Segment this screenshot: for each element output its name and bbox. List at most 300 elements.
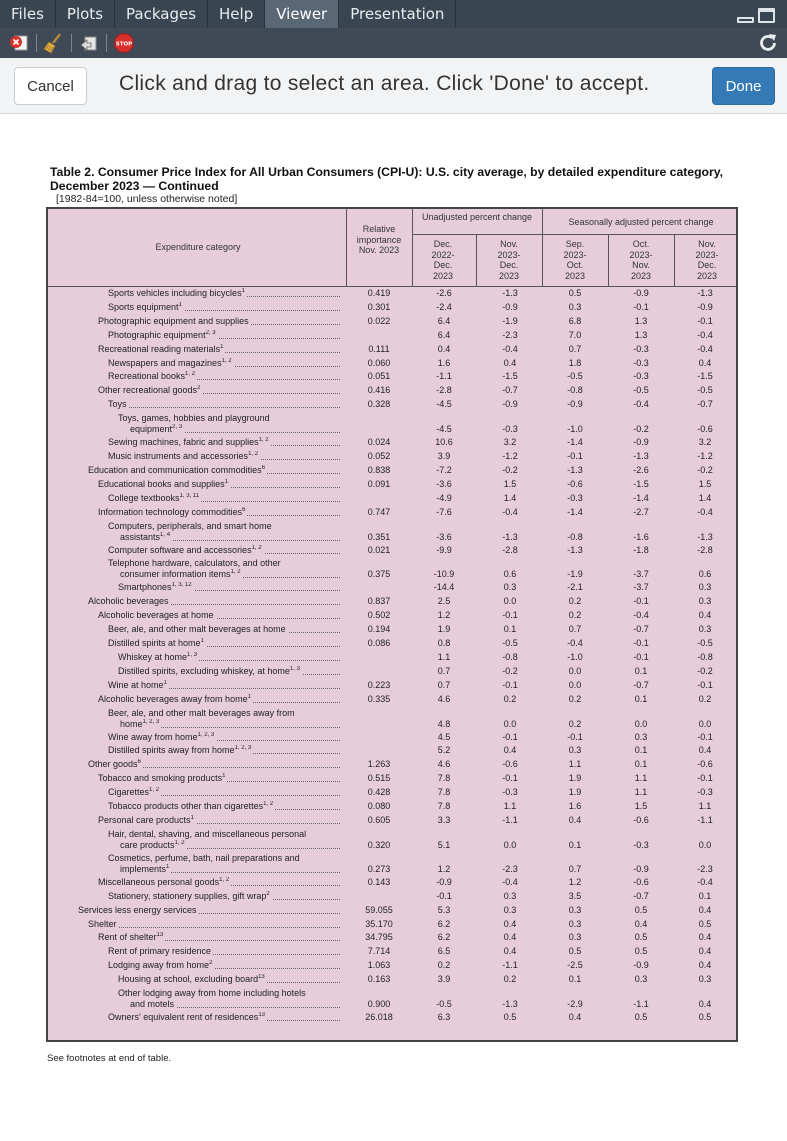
relative-importance: 0.273 [367,863,391,874]
percent-change-cell: 1.2 [568,876,582,887]
percent-change-cell: -0.2 [633,424,649,435]
percent-change-cell: 0.1 [698,890,712,901]
percent-change-cell: 7.8 [437,801,451,811]
row-label: Smartphones$^{1, 3, 12}$ [118,582,340,592]
percent-change-cell: -0.6 [633,814,649,825]
percent-change-cell: 1.1 [698,801,712,811]
percent-change-cell: -0.9 [502,301,518,312]
row-label: Tobacco and smoking products$^1$ [98,773,340,783]
percent-change-cell: 0.4 [698,932,712,943]
table-row [48,745,736,759]
percent-change-cell: 0.3 [634,731,648,742]
percent-change-cell: -2.8 [697,544,713,555]
toolbar-separator [71,34,72,52]
percent-change-cell: 1.4 [698,492,712,503]
row-label: Education and communication commodities$^6$ [88,465,340,475]
percent-change-cell: 0.3 [503,890,517,901]
percent-change-cell: -1.1 [633,999,649,1009]
relative-importance: 0.605 [367,814,391,825]
percent-change-cell: -7.2 [436,464,452,475]
percent-change-cell: 0.5 [503,1012,517,1022]
percent-change-cell: 0.4 [698,960,712,971]
percent-change-cell: -0.4 [567,638,583,648]
relative-importance: 0.837 [367,596,391,607]
percent-change-cell: 0.7 [568,863,582,874]
percent-change-cell: -0.4 [697,329,713,340]
percent-change-cell: 7.8 [437,787,451,798]
row-label: Wine at home$^1$ [108,680,340,690]
percent-change-cell: -1.5 [502,371,518,382]
percent-change-cell: 0.4 [568,814,582,825]
row-label: Alcoholic beverages [88,596,340,606]
percent-change-cell: 1.9 [437,624,451,635]
percent-change-cell: -0.1 [633,651,649,662]
relative-importance: 1.063 [367,960,391,971]
percent-change-cell: -1.3 [502,288,518,298]
percent-change-cell: 0.0 [503,839,517,850]
percent-change-cell: -1.9 [567,569,583,580]
export-icon[interactable] [78,32,100,54]
table-row [48,960,736,974]
relative-importance: 0.328 [367,399,391,410]
table-row [48,479,736,493]
percent-change-cell: 0.5 [698,918,712,929]
percent-change-cell: 6.4 [437,315,451,326]
header-col4: Oct. 2023- Nov. 2023 [629,239,653,281]
percent-change-cell: 0.4 [503,745,517,756]
table-row [48,1012,736,1026]
percent-change-cell: 4.8 [437,718,451,729]
percent-change-cell: -0.1 [697,773,713,784]
percent-change-cell: -0.2 [697,464,713,475]
table-row [48,507,736,521]
percent-change-cell: 0.4 [698,946,712,957]
percent-change-cell: -0.9 [697,301,713,312]
percent-change-cell: -0.1 [697,315,713,326]
percent-change-cell: -2.6 [436,288,452,298]
percent-change-cell: 1.1 [634,773,648,784]
percent-change-cell: 0.2 [568,718,582,729]
table-row [48,829,736,853]
row-label: College textbooks$^{1, 3, 11}$ [108,493,340,503]
table-row [48,919,736,933]
percent-change-cell: -0.5 [697,638,713,648]
relative-importance: 1.263 [367,759,391,770]
table-row [48,358,736,372]
percent-change-cell: -0.1 [633,596,649,607]
tab-files[interactable]: Files [0,0,56,28]
row-label: Newspapers and magazines$^{1, 2}$ [108,358,340,368]
percent-change-cell: 0.1 [634,693,648,704]
percent-change-cell: -0.5 [697,385,713,396]
table-row [48,465,736,479]
header-seasonal: Seasonally adjusted percent change [568,217,714,227]
relative-importance: 34.795 [365,932,393,943]
table-row [48,680,736,694]
percent-change-cell: 0.5 [634,946,648,957]
percent-change-cell: 0.0 [698,839,712,850]
percent-change-cell: 0.2 [437,960,451,971]
percent-change-cell: 1.9 [568,787,582,798]
table-row [48,666,736,680]
percent-change-cell: 5.1 [437,839,451,850]
table-row [48,759,736,773]
toolbar-separator [106,34,107,52]
viewer-content[interactable] [0,115,787,1141]
percent-change-cell: 0.0 [698,718,712,729]
row-label: Computer software and accessories$^{1, 2}$ [108,545,340,555]
table-row [48,694,736,708]
percent-change-cell: -1.4 [567,506,583,517]
percent-change-cell: -0.3 [633,343,649,354]
row-label: home$^{1, 2, 3}$ [120,719,340,729]
percent-change-cell: -1.3 [697,288,713,298]
percent-change-cell: 0.0 [568,679,582,690]
percent-change-cell: 0.1 [634,665,648,676]
toolbar-separator [36,34,37,52]
relative-importance: 7.714 [367,946,391,957]
percent-change-cell: -2.9 [567,999,583,1009]
relative-importance: 0.194 [367,624,391,635]
percent-change-cell: 5.2 [437,745,451,756]
percent-change-cell: -0.3 [633,371,649,382]
row-label: Computers, peripherals, and smart home [108,520,272,531]
percent-change-cell: 1.1 [437,651,451,662]
percent-change-cell: 0.1 [568,839,582,850]
percent-change-cell: -0.1 [502,731,518,742]
percent-change-cell: -0.5 [633,385,649,396]
table-row [48,773,736,787]
percent-change-cell: -1.2 [697,451,713,461]
header-col5: Nov. 2023- Dec. 2023 [695,239,719,281]
relative-importance: 0.223 [367,679,391,690]
relative-importance: 0.080 [367,801,391,811]
percent-change-cell: -0.4 [502,343,518,354]
percent-change-cell: -0.4 [633,610,649,621]
percent-change-cell: 0.3 [568,904,582,915]
percent-change-cell: -0.6 [633,876,649,887]
percent-change-cell: 0.2 [568,610,582,621]
percent-change-cell: 0.0 [503,718,517,729]
percent-change-cell: -0.1 [567,451,583,461]
percent-change-cell: 0.3 [503,904,517,915]
percent-change-cell: -0.6 [697,424,713,435]
row-label: Photographic equipment$^{2, 3}$ [108,330,340,340]
percent-change-cell: -1.3 [633,451,649,461]
header-relative: Relative importance Nov. 2023 [356,224,402,255]
percent-change-cell: -0.1 [567,731,583,742]
percent-change-cell: 3.5 [568,890,582,901]
percent-change-cell: -2.8 [502,544,518,555]
done-button[interactable]: Done [712,67,775,105]
row-label: Miscellaneous personal goods$^{1, 2}$ [98,877,340,887]
row-label: Rent of primary residence [108,946,340,956]
table-row [48,891,736,905]
relative-importance: 59.055 [365,904,393,915]
row-label: Other goods$^6$ [88,759,340,769]
percent-change-cell: 0.4 [503,357,517,368]
percent-change-cell: -1.1 [502,960,518,971]
percent-change-cell: -0.9 [633,437,649,448]
percent-change-cell: 0.4 [437,343,451,354]
tab-viewer[interactable]: Viewer [265,0,339,28]
row-label: Toys, games, hobbies and playground [118,413,270,424]
relative-importance: 0.502 [367,610,391,621]
table-row [48,493,736,507]
percent-change-cell: -0.7 [697,399,713,410]
percent-change-cell: -3.7 [633,569,649,580]
relative-importance: 0.111 [368,343,390,354]
percent-change-cell: 3.3 [437,814,451,825]
row-label: assistants$^{1, 4}$ [120,532,340,542]
relative-importance: 35.170 [365,918,393,929]
percent-change-cell: 0.4 [503,946,517,957]
row-label: Wine away from home$^{1, 2, 3}$ [108,732,340,742]
percent-change-cell: 0.4 [698,745,712,756]
header-col2: Nov. 2023- Dec. 2023 [497,239,521,281]
row-label: Sewing machines, fabric and supplies$^{1, 2}$ [108,437,340,447]
percent-change-cell: 6.8 [568,315,582,326]
table-row [48,801,736,815]
percent-change-cell: 0.2 [698,693,712,704]
broom-icon[interactable] [43,32,65,54]
percent-change-cell: -0.9 [633,288,649,298]
percent-change-cell: -0.3 [502,424,518,435]
percent-change-cell: -2.4 [436,301,452,312]
relative-importance: 0.021 [367,544,391,555]
percent-change-cell: 1.4 [503,492,517,503]
percent-change-cell: 0.5 [634,932,648,943]
refresh-icon[interactable] [757,32,779,54]
percent-change-cell: -4.5 [436,424,452,435]
percent-change-cell: 0.2 [568,693,582,704]
percent-change-cell: 1.3 [634,315,648,326]
percent-change-cell: -0.1 [502,610,518,621]
percent-change-cell: 6.4 [437,329,451,340]
percent-change-cell: -0.7 [633,679,649,690]
percent-change-cell: 4.6 [437,759,451,770]
row-label: Telephone hardware, calculators, and other [108,558,281,569]
relative-importance: 0.163 [367,974,391,985]
row-label: Information technology commodities$^6$ [98,507,340,517]
percent-change-cell: -2.8 [436,385,452,396]
percent-change-cell: -1.1 [436,371,452,382]
percent-change-cell: -2.6 [633,464,649,475]
percent-change-cell: -0.4 [697,343,713,354]
percent-change-cell: -2.7 [633,506,649,517]
table-row [48,413,736,437]
percent-change-cell: -0.7 [633,890,649,901]
percent-change-cell: -1.2 [502,451,518,461]
relative-importance: 0.416 [367,385,391,396]
percent-change-cell: 1.6 [568,801,582,811]
percent-change-cell: 4.5 [437,731,451,742]
percent-change-cell: -3.6 [436,531,452,542]
table-row [48,638,736,652]
relative-importance: 0.515 [367,773,391,784]
percent-change-cell: 0.3 [698,974,712,985]
percent-change-cell: 3.9 [437,974,451,985]
percent-change-cell: -9.9 [436,544,452,555]
relative-importance: 0.024 [367,437,391,448]
percent-change-cell: -0.5 [502,638,518,648]
relative-importance: 0.051 [367,371,391,382]
percent-change-cell: 0.4 [503,932,517,943]
percent-change-cell: 1.2 [437,610,451,621]
relative-importance: 0.351 [367,531,391,542]
percent-change-cell: 0.7 [568,624,582,635]
percent-change-cell: -1.5 [633,478,649,489]
row-label: Other lodging away from home including hotels [118,988,306,998]
tab-help[interactable]: Help [208,0,265,28]
row-label: Distilled spirits away from home$^{1, 2, 3}$ [108,745,340,755]
relative-importance: 0.747 [367,506,391,517]
percent-change-cell: -1.9 [502,315,518,326]
percent-change-cell: -1.3 [502,999,518,1009]
relative-importance: 0.320 [367,839,391,850]
percent-change-cell: 0.5 [698,1012,712,1022]
row-label: Hair, dental, shaving, and miscellaneous personal [108,828,307,839]
row-label: care products$^{1, 2}$ [120,840,340,850]
percent-change-cell: 3.9 [437,451,451,461]
table-row [48,708,736,732]
cancel-button[interactable]: Cancel [14,67,87,105]
percent-change-cell: -1.0 [567,424,583,435]
percent-change-cell: -0.5 [567,371,583,382]
area-selection-bar [0,58,787,114]
maximize-icon[interactable] [758,8,775,23]
window-controls [737,8,775,23]
percent-change-cell: -0.9 [633,960,649,971]
viewer-toolbar [0,28,787,58]
table-row [48,652,736,666]
relative-importance: 0.091 [367,478,391,489]
percent-change-cell: 0.3 [568,932,582,943]
percent-change-cell: 0.4 [698,610,712,621]
percent-change-cell: 0.3 [698,582,712,593]
percent-change-cell: -0.1 [502,773,518,784]
row-label: Educational books and supplies$^1$ [98,479,340,489]
table-row [48,610,736,624]
table-row [48,545,736,559]
table-row [48,853,736,877]
table-row [48,288,736,302]
table-row [48,302,736,316]
percent-change-cell: -0.9 [567,399,583,410]
percent-change-cell: 1.5 [503,478,517,489]
minimize-icon[interactable] [737,17,754,23]
percent-change-cell: 0.0 [568,665,582,676]
percent-change-cell: -1.3 [502,531,518,542]
percent-change-cell: 7.8 [437,773,451,784]
percent-change-cell: 10.6 [435,437,453,448]
percent-change-cell: 0.4 [698,904,712,915]
percent-change-cell: 1.1 [568,759,582,770]
relative-importance: 0.301 [367,301,391,312]
percent-change-cell: -3.6 [436,478,452,489]
percent-change-cell: 2.5 [437,596,451,607]
svg-text:STOP: STOP [115,41,133,48]
percent-change-cell: -1.3 [567,544,583,555]
percent-change-cell: -0.2 [697,665,713,676]
row-label: Housing at school, excluding board$^{13}$ [118,974,340,984]
percent-change-cell: -1.4 [567,437,583,448]
table-row [48,330,736,344]
row-label: implements$^1$ [120,864,340,874]
percent-change-cell: -1.4 [633,492,649,503]
table-row [48,988,736,1012]
relative-importance: 0.900 [367,999,391,1009]
percent-change-cell: 1.6 [437,357,451,368]
relative-importance: 0.052 [367,451,391,461]
percent-change-cell: -1.5 [697,371,713,382]
percent-change-cell: 0.1 [568,974,582,985]
table-row [48,437,736,451]
percent-change-cell: 3.2 [698,437,712,448]
percent-change-cell: -0.3 [697,787,713,798]
percent-change-cell: 4.6 [437,693,451,704]
percent-change-cell: 0.5 [568,288,582,298]
table-row [48,521,736,545]
percent-change-cell: 6.2 [437,932,451,943]
table-subtitle: [1982-84=100, unless otherwise noted] [56,193,238,205]
percent-change-cell: -4.5 [436,399,452,410]
percent-change-cell: -0.6 [502,759,518,770]
percent-change-cell: 0.5 [634,1012,648,1022]
percent-change-cell: 0.1 [634,759,648,770]
table-row [48,974,736,988]
percent-change-cell: -0.8 [567,385,583,396]
percent-change-cell: 1.8 [568,357,582,368]
table-footnote: See footnotes at end of table. [47,1053,172,1064]
percent-change-cell: 0.0 [634,718,648,729]
percent-change-cell: 0.3 [503,582,517,593]
percent-change-cell: 6.2 [437,918,451,929]
percent-change-cell: 0.6 [503,569,517,580]
row-label: Stationery, stationery supplies, gift wrap$^2$ [108,891,340,901]
table-row [48,316,736,330]
tab-presentation[interactable]: Presentation [339,0,456,28]
table-row [48,371,736,385]
percent-change-cell: 1.1 [634,787,648,798]
row-label: Music instruments and accessories$^{1, 2}$ [108,451,340,461]
tab-packages[interactable]: Packages [115,0,208,28]
row-label: Photographic equipment and supplies [98,316,340,326]
tab-plots[interactable]: Plots [56,0,115,28]
clear-viewer-icon[interactable] [8,32,30,54]
relative-importance: 0.022 [367,315,391,326]
percent-change-cell: -1.3 [567,464,583,475]
percent-change-cell: -0.3 [502,787,518,798]
percent-change-cell: 1.3 [634,329,648,340]
row-label: equipment$^{2, 3}$ [130,424,340,434]
row-label: Sports vehicles including bicycles$^1$ [108,288,340,298]
percent-change-cell: -7.6 [436,506,452,517]
percent-change-cell: 6.3 [437,1012,451,1022]
percent-change-cell: -0.7 [502,385,518,396]
percent-change-cell: -0.8 [502,651,518,662]
percent-change-cell: 0.3 [634,974,648,985]
table-row [48,946,736,960]
row-label: Shelter [88,919,340,929]
table-row [48,344,736,358]
table-row [48,732,736,746]
percent-change-cell: -3.7 [633,582,649,593]
percent-change-cell: 0.1 [503,624,517,635]
percent-change-cell: -1.1 [697,814,713,825]
percent-change-cell: -0.8 [697,651,713,662]
stop-icon[interactable] [113,32,135,54]
